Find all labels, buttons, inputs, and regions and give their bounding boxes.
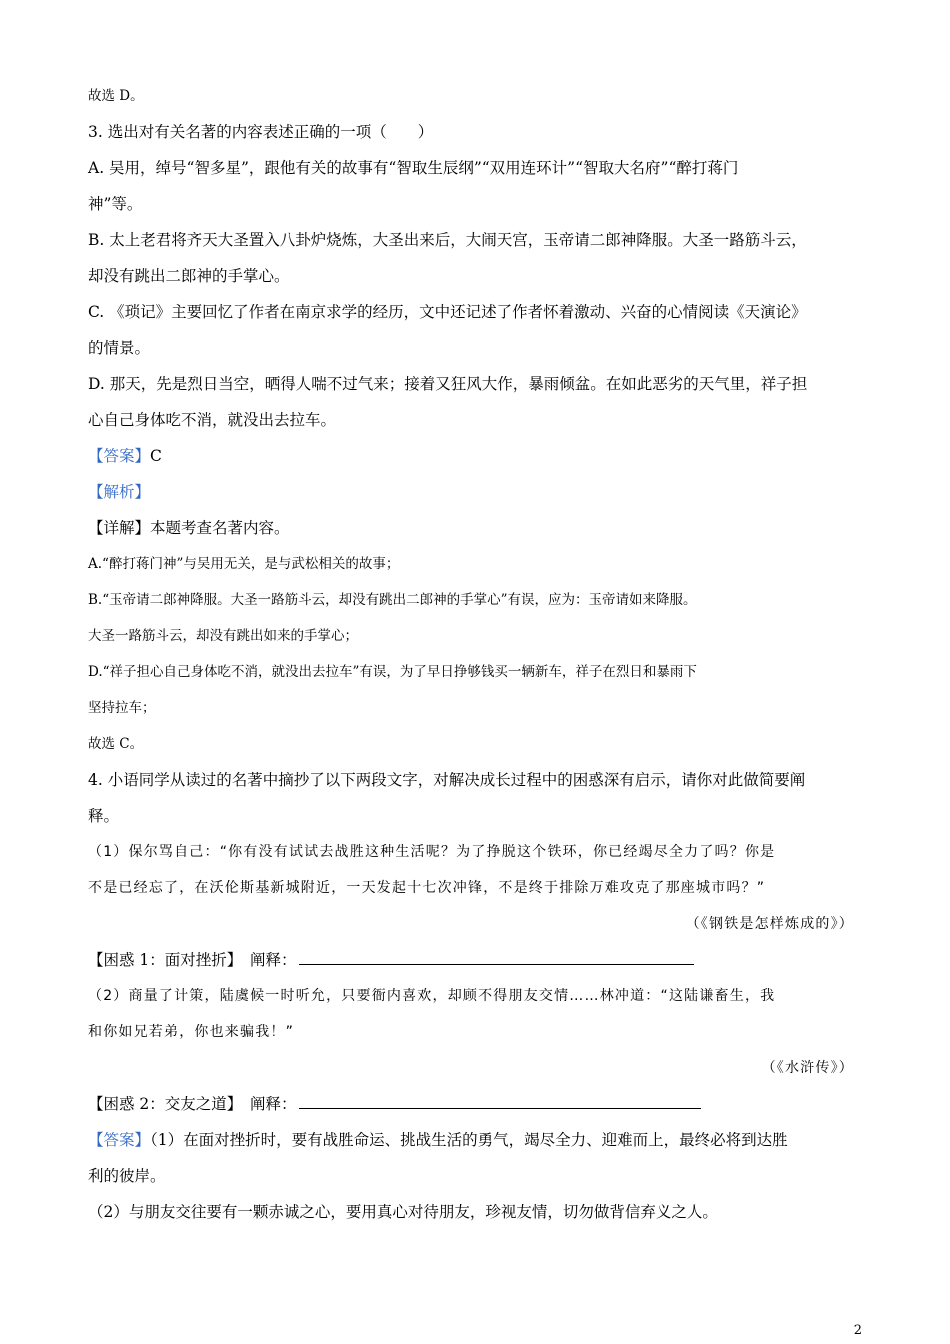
confusion-1-label: 【困惑 1：面对挫折】 阐释：: [88, 951, 297, 969]
option-b-line2: 却没有跳出二郎神的手掌心。: [88, 267, 290, 285]
text-line: 故选 D。: [88, 88, 144, 104]
document-page: [88, 78, 862, 1230]
answer-value: C: [150, 447, 162, 465]
passage-2-line2: 和你如兄若弟，你也来骗我！”: [88, 1024, 295, 1040]
explain-b-line2: 大圣一路筋斗云，却没有跳出如来的手掌心；: [88, 628, 358, 644]
question-4-line1: 4. 小语同学从读过的名著中摘抄了以下两段文字，对解决成长过程中的困惑深有启示，请你对此做简要阐: [88, 771, 806, 789]
option-c-line2: 的情景。: [88, 339, 151, 357]
answer-blank-1[interactable]: [299, 946, 694, 965]
option-d-line1: D. 那天，先是烈日当空，晒得人喘不过气来；接着又狂风大作，暴雨倾盆。在如此恶劣的天气里，祥子担: [88, 375, 808, 393]
detail-line: 【详解】本题考查名著内容。: [88, 519, 290, 537]
select-c-line: 故选 C。: [88, 736, 144, 752]
confusion-1-line: [88, 942, 862, 978]
passage-1-line2: 不是已经忘了，在沃伦斯基新城附近，一天发起十七次冲锋，不是终于排除万难攻克了那座城市吗？”: [88, 880, 766, 896]
answer-blank-2[interactable]: [299, 1090, 701, 1109]
question-4-line2: 释。: [88, 807, 120, 825]
confusion-2-label: 【困惑 2：交友之道】 阐释：: [88, 1095, 297, 1113]
question-3-stem: 3. 选出对有关名著的内容表述正确的一项（ ）: [88, 123, 434, 141]
explain-d-line2: 坚持拉车；: [88, 700, 156, 716]
answer-tag: 【答案】: [88, 447, 151, 465]
answer-line: [88, 438, 862, 474]
confusion-2-line: [88, 1086, 862, 1122]
answer-4-line2: 利的彼岸。: [88, 1167, 166, 1185]
answer-4-line3: （2）与朋友交往要有一颗赤诚之心，要用真心对待朋友，珍视友情，切勿做背信弃义之人。: [88, 1203, 718, 1221]
passage-1-line1: （1）保尔骂自己：“你有没有试试去战胜这种生活呢？为了挣脱这个铁环，你已经竭尽全力了吗？你是: [88, 844, 776, 860]
passage-2-source: （《水浒传》）: [761, 1060, 854, 1076]
passage-1-source: （《钢铁是怎样炼成的》）: [685, 916, 854, 932]
option-a-line2: 神”等。: [88, 195, 143, 213]
answer-4-tag: 【答案】: [88, 1131, 151, 1149]
option-b-line1: B. 太上老君将齐天大圣置入八卦炉烧炼，大圣出来后，大闹天宫，玉帝请二郎神降服。大圣一路筋斗云，: [88, 231, 807, 249]
analysis-tag: 【解析】: [88, 483, 151, 501]
explain-d-line1: D.“祥子担心自己身体吃不消，就没出去拉车”有误，为了早日挣够钱买一辆新车，祥子在烈日和暴雨下: [88, 664, 697, 680]
explain-b-line1: B.“玉帝请二郎神降服。大圣一路筋斗云，却没有跳出二郎神的手掌心”有误，应为：玉帝请如来降服。: [88, 592, 697, 608]
page-number: 2: [853, 1323, 862, 1338]
option-c-line1: C. 《琐记》主要回忆了作者在南京求学的经历，文中还记述了作者怀着激动、兴奋的心情阅读《天演论》: [88, 303, 807, 321]
explain-a: A.“醉打蒋门神”与吴用无关，是与武松相关的故事；: [88, 556, 400, 572]
answer-4-text: （1）在面对挫折时，要有战胜命运、挑战生活的勇气，竭尽全力、迎难而上，最终必将到达胜: [150, 1131, 788, 1149]
answer-4-line1: [88, 1122, 862, 1158]
option-d-line2: 心自己身体吃不消，就没出去拉车。: [88, 411, 337, 429]
passage-2-line1: （2）商量了计策，陆虞候一时听允，只要衙内喜欢，却顾不得朋友交情……林冲道：“这陆谦畜生，我: [88, 988, 776, 1004]
option-a-line1: A. 吴用，绰号“智多星”，跟他有关的故事有“智取生辰纲”“双用连环计”“智取大名府”“醉打蒋门: [88, 159, 739, 177]
